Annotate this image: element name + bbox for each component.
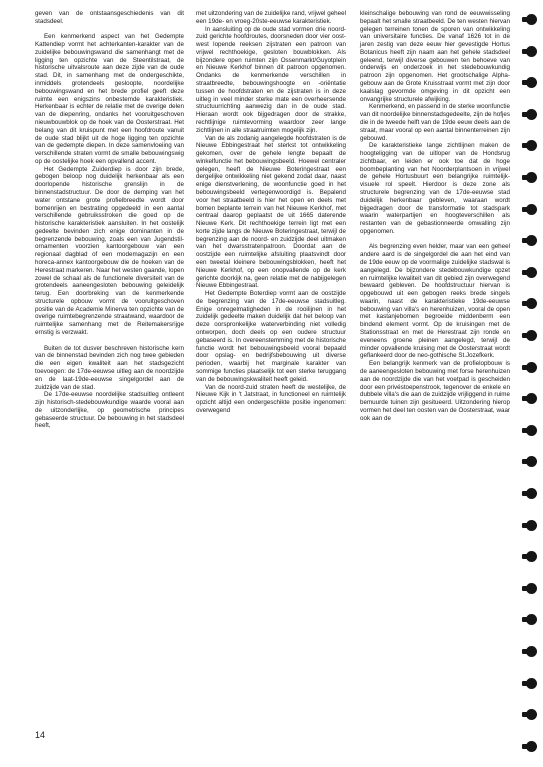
paragraph: Buiten de tot dusver beschreven historische kern van de binnenstad bevinden zich nog twee gebieden die een eigen kwaliteit aan het stadsgezicht toevoegen: de 17de-eeuwse uitleg aan de noordzijde en de laat-19de-eeuwse singelgordel aan de zuidzijde van de stad. — [35, 344, 184, 391]
binder-hole — [526, 393, 537, 404]
binder-hole — [526, 109, 537, 120]
binder-hole — [526, 646, 537, 657]
binder-hole — [526, 204, 537, 215]
binder-hole — [526, 551, 537, 562]
binder-hole — [526, 425, 537, 436]
binder-hole — [526, 235, 537, 246]
binder-hole — [526, 520, 537, 531]
paragraph: Kenmerkend, en passend in de sterke woonfunctie van dit noordelijke binnenstadsgedeelte, zijn de hofjes die in de tweede helft van de 19de eeuw deels aan de straat, maar vooral op een aantal binnenterreinen zijn gebouwd. — [360, 103, 510, 142]
binder-hole — [526, 456, 537, 467]
paragraph: De karakteristieke lange zichtlijnen maken de hoogteligging van de uitloper van de Hondsrug zichtbaar, en leiden er ook toe dat de hoge boombeplanting van het Noorderplantsoen in vrijwel de gehele Hortusbuurt een belangrijke ruimtelijk-visuele rol speelt. Hierdoor is deze zone als structurele begrenzing van de 17de-eeuwse stad duidelijk herkenbaar gebleven, waaraan wordt bijgedragen door de transformatie tot stadspark waarin waterpartijen en hoogteverschillen als restanten van de gebastionneerde omwalling zijn opgenomen. — [360, 142, 510, 235]
binder-hole — [526, 709, 537, 720]
paragraph: Van de als zodanig aangelegde hoofdstraten is de Nieuwe Ebbingestraat het sterkst tot ontwikkeling gekomen, over de gehele lengte bepaalt de winkelfunctie het bebouwingsbeeld. Hoewel centraler gelegen, heeft de Nieuwe Boteringestraat een dergelijke ontwikkeling niet gekend zodat daar, naast enige dienstverlening, de woonfunctie goed in het bebouwingsbeeld vertegenwoordigd is. Bepalend voor het straatbeeld is hier het open en deels met bomen beplante terrein van het Nieuwe Kerkhof, met centraal daarop geplaatst de uit 1665 daterende Nieuwe Kerk. Dit rechthoekige terrein ligt met een korte zijde langs de Nieuwe Boteringestraat, terwijl de begrenzing aan de noord- en zuidzijde deel uitmaken van het dwarsstratenpatroon. Doordat aan de oostzijde een ruimtelijke afsluiting plaatsvindt door een tweetal kleinere bebouwingsblokken, heeft het Nieuwe Kerkhof, op een onopvallende op de kerk gerichte doorkijk na, geen relatie met de nabijgelegen Nieuwe Ebbingestraat. — [196, 134, 346, 290]
binder-hole — [526, 614, 537, 625]
binder-hole — [526, 298, 537, 309]
binder-hole — [526, 14, 537, 25]
paragraph: De 17de-eeuwse noordelijke stadsuitleg ontleent zijn historisch-stedebouwkundige waarde vooral aan de uitzonderlijke, op geometrische principes gebaseerde structuur. De bebouwing in het stadsdeel heeft, — [35, 391, 184, 430]
paragraph: Een kenmerkend aspect van het Gedempte Kattendiep vormt het achterkanten-karakter van de zuidelijke bebouwingswand die samenhangt met de ligging ten opzichte van de Steentilstraat, de historische uitvalsroute aan deze zijde van de oude stad. Dit, in samenhang met de ondergeschikte, inmiddels grotendeels gesloopte, noordelijke bebouwingswand en het brede profiel geeft deze ruimte een enigszins onbestemde karakteristiek. Herkenbaar is echter de relatie met de overige delen van de diepenring, ondanks het vooruitgeschoven nieuwbouwblok op de hoek van de Oosterstraat. Het belang van dit kruispunt met een hoofdroute vanuit de oude stad blijkt uit de hoge ligging ten opzichte van de gedempte diepen. In deze samenvloeiing van verschillende straten vormt de smalle bebouwingswig op de oostelijke hoek een opvallend accent. — [35, 33, 184, 165]
binder-hole — [526, 678, 537, 689]
binder-hole — [526, 267, 537, 278]
paragraph: Het Gedempte Boterdiep vormt aan de oostzijde de begrenzing van de 17de-eeuwse stadsuitleg. Enige onregelmatigheden in de rooilijnen in het zuidelijk gedeelte maken duidelijk dat het beloop van deze oorspronkelijke waterverbinding niet volledig ontworpen, doch deels op een oudere structuur gebaseerd is. In overeenstemming met de historische functie wordt het bebouwingsbeeld vooral bepaald door opslag- en bedrijfsbebouwing uit diverse perioden, waarbij het marginale karakter van sommige functies plaatselijk tot een sterke teruggang van de bebouwingskwaliteit heeft geleid. — [196, 290, 346, 383]
binder-hole — [526, 140, 537, 151]
binder-hole — [526, 172, 537, 183]
paragraph: In aansluiting op de oude stad vormen drie noord-zuid gerichte hoofdroutes, doorsneden door vier oost-west lopende reeksen zijstraten een patroon van vrijwel rechthoekige, gesloten bouwblokken. Als bijzondere open ruimten zijn Ossenmarkt/Guyotplein en Nieuwe Kerkhof binnen dit patroon opgenomen. Ondanks de kenmerkende verschillen in straatbreedte, bebouwingshoogte en -oriëntatie tussen de hoofdstraten en de zijstraten is in deze uitleg in veel minder sterke mate een overheersende structuurrichting aanwezig dan in de oude stad. Hieraan wordt ook bijgedragen door de strakke, rechtlijnige ruimtevorming waardoor zeer lange zichtlijnen in alle straatruimten mogelijk zijn. — [196, 25, 346, 134]
binder-hole — [526, 362, 537, 373]
binder-hole — [526, 46, 537, 57]
binder-hole — [526, 330, 537, 341]
page-number: 14 — [35, 730, 46, 740]
paragraph: Het Gedempte Zuiderdiep is door zijn brede, gebogen beloop nog duidelijk herkenbaar als een doorlopende historische grenslijn in de binnenstadstructuur. De door de demping van het water ontstane grote profielbreedte wordt door bomenrijen en bestrating opgedeeld in een aantal verschillende gebruiksstroken die goed op de historische karakteristiek aansluiten. In het oostelijk gedeelte bevinden zich enige dominanten in de begrenzende bebouwing, zoals een van Jugendstil-ornamenten voorzien kantoorgebouw van een regionaal dagblad of een modemagazijn en een horeca-annex kantoorgebouw die de hoeken van de Herestraat markeren. Naar het westen gaande, lopen zowel de schaal als de functionele diversiteit van de grotendeels aaneengesloten bebouwing geleidelijk terug. Een doorbreking van de kenmerkende structurele opbouw vormt de vooruitgeschoven positie van de Academie Minerva ten opzichte van de overige ruimtebegrenzende straatwand, waardoor de ruimtelijke samenhang met de Reitemakersrijge ernstig is verzwakt. — [35, 165, 184, 337]
text-column-middle — [196, 10, 346, 415]
binder-hole — [526, 583, 537, 594]
binder-hole — [526, 77, 537, 88]
binder-hole — [526, 741, 537, 752]
paragraph: geven van de ontstaansgeschiedenis van dit stadsdeel. — [35, 10, 184, 25]
paragraph: kleinschalige bebouwing van rond de eeuwwisseling bepaalt het smalle straatbeeld. De ten westen hiervan gelegen terreinen tonen de sporen van ontwikkeling van universitaire functies. De vanaf 1626 tot in de jaren zestig van deze eeuw hier gevestigde Hortus Botanicus heeft zijn naam aan het gehele stadsdeel geleend, terwijl diverse gebouwen ten behoeve van onderwijs en onderzoek in het stedebouwkundig patroon zijn opgenomen. Het grootschalige Alpha-gebouw aan de Grote Kruisstraat vormt met zijn door kaalslag gevormde omgeving in dit opzicht een onvangrijke structurele afwijking. — [360, 10, 510, 103]
binder-holes — [520, 0, 543, 767]
binder-hole — [526, 488, 537, 499]
paragraph: Van de noord-zuid straten heeft de westelijke, de Nieuwe Kijk in 't Jatstraat, in functioneel en ruimtelijk opzicht altijd een ondergeschikte positie ingenomen: overwegend — [196, 383, 346, 414]
text-column-left — [35, 10, 184, 430]
paragraph: met uitzondering van de zuidelijke rand, vrijwel geheel een 19de- en vroeg-20ste-eeuwse karakteristiek. — [196, 10, 346, 25]
text-column-right — [360, 10, 510, 422]
paragraph: Als begrenzing even helder, maar van een geheel andere aard is de singelgordel die aan het eind van de 19de eeuw op de voormalige zuidelijke stadswal is aangelegd. De bijzondere stedebouwkundige opzet en ruimtelijke kwaliteit van dit gebied zijn overwegend bewaard gebleven. De hoofdstructuur hiervan is opgebouwd uit een gebogen reeks brede singels waarin, naast de karakteristieke 19de-eeuwse bebouwing van villa's en herenhuizen, vooral de open met kastanjebomen begroeide middenberm een bindend element vormt. Op de kruisingen met de Stationsstraat en met de Herestraat zijn ronde en eveneens groene pleinen aangelegd, terwijl de minder opvallende kruising met de Oosterstraat wordt geflankeerd door de neo-gothische St.Jozefkerk. — [360, 243, 510, 360]
paragraph: Een belangrijk kenmerk van de profielopbouw is de aaneengesloten bebouwing met forse herenhuizen aan de noordzijde die van het voetpad is gescheiden door een privéstoepenstrook, tegenover de enkele en dubbele villa's die aan de zuidzijde vrijliggend in ruime bemuurde tuinen zijn gesitueerd. Uitzondering hierop vormen het deel ten oosten van de Oosterstraat, waar ook aan de — [360, 360, 510, 422]
